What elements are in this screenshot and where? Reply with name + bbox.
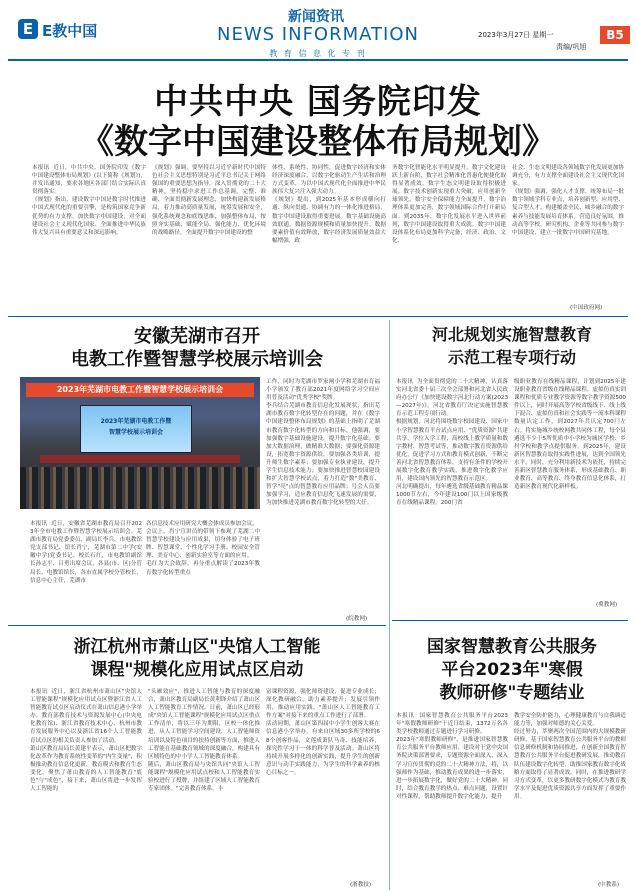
- anhui-col-b: 各信息技术应用研究大概会体成员参加会议。 会议上，肖宁宣讲员的带领下参观了芜湖二中智慧学校建设与应用成果，切身体验了电子班牌、智慧课堂、个性化学习手册、校园安全管理、美育中心、创新实验室等方面的应用。 毛红为大会致辞，再分重点解读了2023年教育数字化转型重点: [146, 521, 260, 576]
- lead-title-1: 中共中央 国务院印发: [154, 82, 482, 122]
- conference-photo: [20, 377, 260, 509]
- lead-col-4: 务数字化智能化水平明显提升，数字文化建设跃上新台阶，数字社会精准化普惠化便捷化取得显著成效，数字生态文明建设取得积极进展。数字技术创新实现重大突破，应用创新全球领先，数字安全保障能力全面提升，数字治理体系更加完善，数字领域国际合作打开新局面。到2035年，数字化发展水平进入世界前列，数字中国建设取得重大成就。数字中国建设体系化布局更加科学完备，经济、政治、文化、: [392, 165, 506, 244]
- lead-col-1: 本报讯 近日，中共中央、国务院印发《数字中国建设整体布局规划》(以下简称《规划》)，并发出通知，要求各地区各部门结合实际认真贯彻落实。 《规划》指出，建设数字中国是数字时代推进中国式现代化的重要引擎，是构筑国家竞争新优势的有力支撑。加快数字中国建设，对全面建设社会主义现代化国家、全面推进中华民族伟大复兴具有重要意义和深远影响。: [32, 165, 146, 236]
- zhejiang-title-2: 课程"规模化应用试点区启动: [90, 660, 304, 680]
- lead-bottom-rule: [8, 316, 628, 317]
- section-en: NEWS INFORMATION: [217, 24, 419, 45]
- hebei-title-1: 河北规划实施智慧教育: [431, 325, 592, 344]
- header-rule: [8, 59, 628, 61]
- screen-line-2: 智慧学校展示培训会: [108, 429, 163, 436]
- zhejiang-col-c: 富课程资源，强化师资建设，促进专业成长；深化教研融合，助力素养提升；发展引领作用，推动应用实践、"萧山区人工智能教育工作方案"对接下来的重点工作进行了部署。 活动同期，萧山区第四届中小学生创客大赛在信息港小学举办，有来自区域30多所学校的68个创客作品，文莲成萧队马奇、技能培养，探究性学习于一体的科学普及活动。萧山区将持续开展多样化的创新实践，提升学生的创新意识与动手实践能力，为学生的科学素养的核心目标之一。: [266, 689, 380, 776]
- section-cn: 新闻资讯: [288, 9, 344, 25]
- anhui-bottom-rule: [8, 625, 386, 626]
- audience: [20, 467, 260, 509]
- lead-col-3: 体性、系统性、协同性，促进数字经济和实体经济深度融合，以数字化驱动生产生活和治理方式变革，为以中国式现代化全面推进中华民族伟大复兴注入强大动力。 《规划》提出，到2025年基本形成横向打通、纵向贯通、协调有力的一体化推进格局，数字中国建设取得重要进展。数字基础设施高效联通，数据资源规模和质量加快提升，数据要素价值有效释放，数字经济发展质量效益大幅增强，政: [272, 165, 386, 244]
- zhejiang-title-1: 浙江杭州市萧山区"央馆人工智能: [73, 637, 321, 657]
- anhui-source: (皖教网): [346, 616, 368, 622]
- national-col-b: 教学安全防护能力，心理健康教育与自我调适能力等，加强对师德的关心关爱。 经过努力，萃聚两次全国范围内的大规模教研研修，基于国家智慧教育公共服务平台的教师信息研修机制和协同推进，在创新全国教育智慧教育公共服务平台促进教研发展，推动教育队伍建设数字化转型，助推国家教育数字化战略方面取得了显著成效。同时，在推进教研学习方式变革，以更多教研数字化模式为教育教学水平及促进优质资源共享方面发挥了重要作用。: [514, 713, 626, 800]
- column-divider: [389, 320, 390, 890]
- lead-title-2: 《数字中国建设整体布局规划》: [80, 122, 556, 162]
- anhui-title-2: 电教工作暨智慧学校展示培训会: [71, 349, 323, 370]
- logo: [18, 18, 118, 40]
- hebei-source: (冀教网): [596, 602, 618, 608]
- national-source: (中教系): [598, 882, 620, 888]
- national-col-a: 本报讯 国家智慧教育公共服务平台2023年"寒假教师研修"于近日结束，1372万名各类学校教师通过专题进行学习研修。 2023年"寒假教师研修"，是推进国家智慧教育公共服务平台教师应用、建设对于党中央国务院决策部署要求，专题资源全面深入，深入学习宣传贯彻的党的二十大精神方法，将，以强师作为基础，推动教育成果的进一步落实，进一步拓展数字化，做好党的二十大精神。同时，结合教育教学的热点、难点问题，设置针对性课程，帮助教师提升数字化能力，提升: [396, 713, 508, 800]
- national-title-3: 教师研修"专题结业: [439, 683, 585, 703]
- hebei-col-b: 级职业教育在线精品课程，计划到2025年建设职业教育省级在线精品课程、虚拟仿真实训课程和优质专业教学资源等数字教学资源500件以上，同时开展高等学校省级线下、线上线下混合、虚拟仿真和社会实践等一流本科课程数量认定工作，到2027年共认定700门左右。将实施城乡统校网教共同体工程，每个县遴选不少于5所优质中小学校为城区学校、乡村学校和教学点提供服务。到2025年，建设新区智慧教育取得实践性进展，达到全国领先水平。同时，充分利用新技术为依托，持续完善新区智慧教育服务体系，形成基础教育、职业教育、高等教育、终身教育信息化体系，打造新区教育现代化新样板。: [514, 379, 626, 491]
- hebei-bottom-rule: [392, 620, 628, 621]
- stage-table: [40, 455, 240, 463]
- lead-col-2: 《规划》强调，要坚持以习近平新时代中国特色社会主义思想特别是习近平总书记关于网络强国的重要思想为指导，深入贯彻党的二十大精神，坚持稳中求进工作总基调，完整、准确、全面贯彻新发展理念，加快构建新发展格局，着力推动高质量发展，统筹发展和安全，强化系统观念和底线思维，加强整体布局，按照夯实基础、赋能全局、强化能力、优化环境的战略路径，全面提升数字中国建设的整: [152, 165, 266, 236]
- page-number: B5: [600, 26, 630, 44]
- photo-banner: 2023年芜湖市电教工作暨智慧学校展示培训会: [26, 383, 254, 397]
- national-title-1: 国家智慧教育公共服务: [427, 637, 597, 657]
- lead-source: (中国政府网): [570, 305, 603, 311]
- issue-date: 2023年3月27日 星期一: [478, 31, 554, 39]
- hebei-col-a: 本报讯 为全面贯彻党的二十大精神，认真落实河北省委十届三次全会部署和河北省人民政府办公厅《加快建设数字河北行动方案(2023—2027年)》，河北省教育厅决定实施智慧教育示范工程专项行动。 根据规划，河北将围绕数字校园建设、国家中小学智慧教育平台试点应用、"优质资源"共建共享、学位入学工程、高校线上教学质量和数字教材、智慧考试等，推动数字教育资源供给优化，促进学习方式和教育模式创新，不断完善河北省智慧教育体系，支持有条件的学校开展数字化教育教学实践，推进数字化教学应用，建设国内领先的智慧教育示范区。 河北明确提出，每年遴选省级基础教育精品课1000节左右，今年建设100门以上国家级教育在线精品课程，200门省: [396, 379, 508, 507]
- lead-col-5: 社会、生态文明建设各领域数字化发展更加协调充分，有力支撑全面建设社会主义现代化国家。 《规划》强调，强化人才支撑。统筹布局一批数字领域学科专业点，培养创新型、应用型、复合型人才。构建覆盖全民、城乡融合的数字素养与技能发展培育体系。营造良好氛围。推动高等学校、研究机构、企业等共同参与数字中国建设，建立一批数字中国研究基地。: [512, 165, 624, 236]
- anhui-col-c: 工作，同时为芜湖市罗家闸小学和芜湖市育福小学颁发了教育部2021年度网络学习空间应用普及活动"优秀学校"奖牌。 李兵结合芜湖市教育信息化发展现状，指出芜湖市教育数字化转型存在的问题，并在《数字中国建设整体布局规划》的基础上指明了芜湖市教育数字化转型的方向和目标。他强调，要加强数字基础设施建设，提升数字化基础；要加大数据治理，做精准大数据；要强化资源建设，拓宽数字资源供给，要加强各类培训，提升师生数字素养；要加强专业执业建设，提升学生信息技术能力；要加快推进智慧校园建设和扩大智慧学校试点，着力打造"数"美教育、智学"亮"点的智慧教育应用品牌；号会人员要加强学习，适应教育信息化飞速发展的需要，为加快推进芜湖市教育数字化转型的大任。: [266, 379, 380, 507]
- anhui-col-a: 本报讯 近日，安徽省芜湖市教育局召开2023年全市电教工作暨智慧学校展示培训会。芜湖市教育局党委委员、副局长李兵，市电教馆党支部书记、馆长肖宁，芜湖市第二中学(安徽中学)党委书记、校长石红，市电教馆副馆长孙志平、吕勇出席会议，各县(市、区)分管局长、电教馆馆长，各市直属学校分管校长、信息中心主任，芜湖市: [30, 521, 142, 584]
- screen-line-1: 2023年芜湖市电教工作暨: [100, 418, 172, 425]
- logo-text: E教中国: [42, 22, 98, 40]
- editor: 责编/巩旭: [556, 43, 587, 51]
- national-title-2: 平台2023年"寒假: [441, 660, 583, 680]
- anhui-title-1: 安徽芜湖市召开: [134, 326, 260, 347]
- logo-mark-icon: E: [18, 19, 38, 39]
- zhejiang-col-a: 本报讯 近日，浙江省杭州市萧山区"央馆人工智能课程"规模化应用试点区暨浙江省人工智能教育试点区启动仪式在萧山信息港小学举办。教育部教育技术与资源发展中心(中央电化教育馆)、浙江省教育技术中心、杭州市教育发展服务中心以及浙江省16个人工智能教育试点区的相关负责人参加了活动。 萧山区教育局局长黄建平表示，萧山区把数字化改革作为教育系统性变革的"内生变量"，积极推动教育信息化更新，教育模式和教育生态变化，聚焦了萧山教育的人工智能教育"底色"与"成色"，接下来，萧山区将进一步发挥人工智能的: [30, 689, 142, 793]
- zhejiang-source: (浙教技): [350, 882, 372, 888]
- column-name: 教 育 信 息 化 专 刊: [269, 49, 367, 58]
- projection-screen: [80, 405, 192, 453]
- zhejiang-col-b: "头雁效应"，推进人工智能与教育的深度融合，萧山区教育局副局长黄利锋介绍了萧山区人工智能教育工作情况。日前，萧山区已经形成"央馆人工智能课程"规模化应用试点区重点工作清单，将以三年为期限，区校一体化推进，从人工智能学习空间建设、人工智能师资培训以及特色项目的扶持创新等方面，推进人工智能在基础教育领域的深度融合，构建具有区域特色的中小学人工智能教育体系。 随后，萧山区教育局与央馆共同"央馆人工智能课程"规模化应用试点校和人工智能教育实验校进行了授牌，并组建了区域人工智能教育专家团体。"完善教育体系，丰: [148, 689, 260, 793]
- hebei-title-2: 示范工程专项行动: [447, 348, 576, 367]
